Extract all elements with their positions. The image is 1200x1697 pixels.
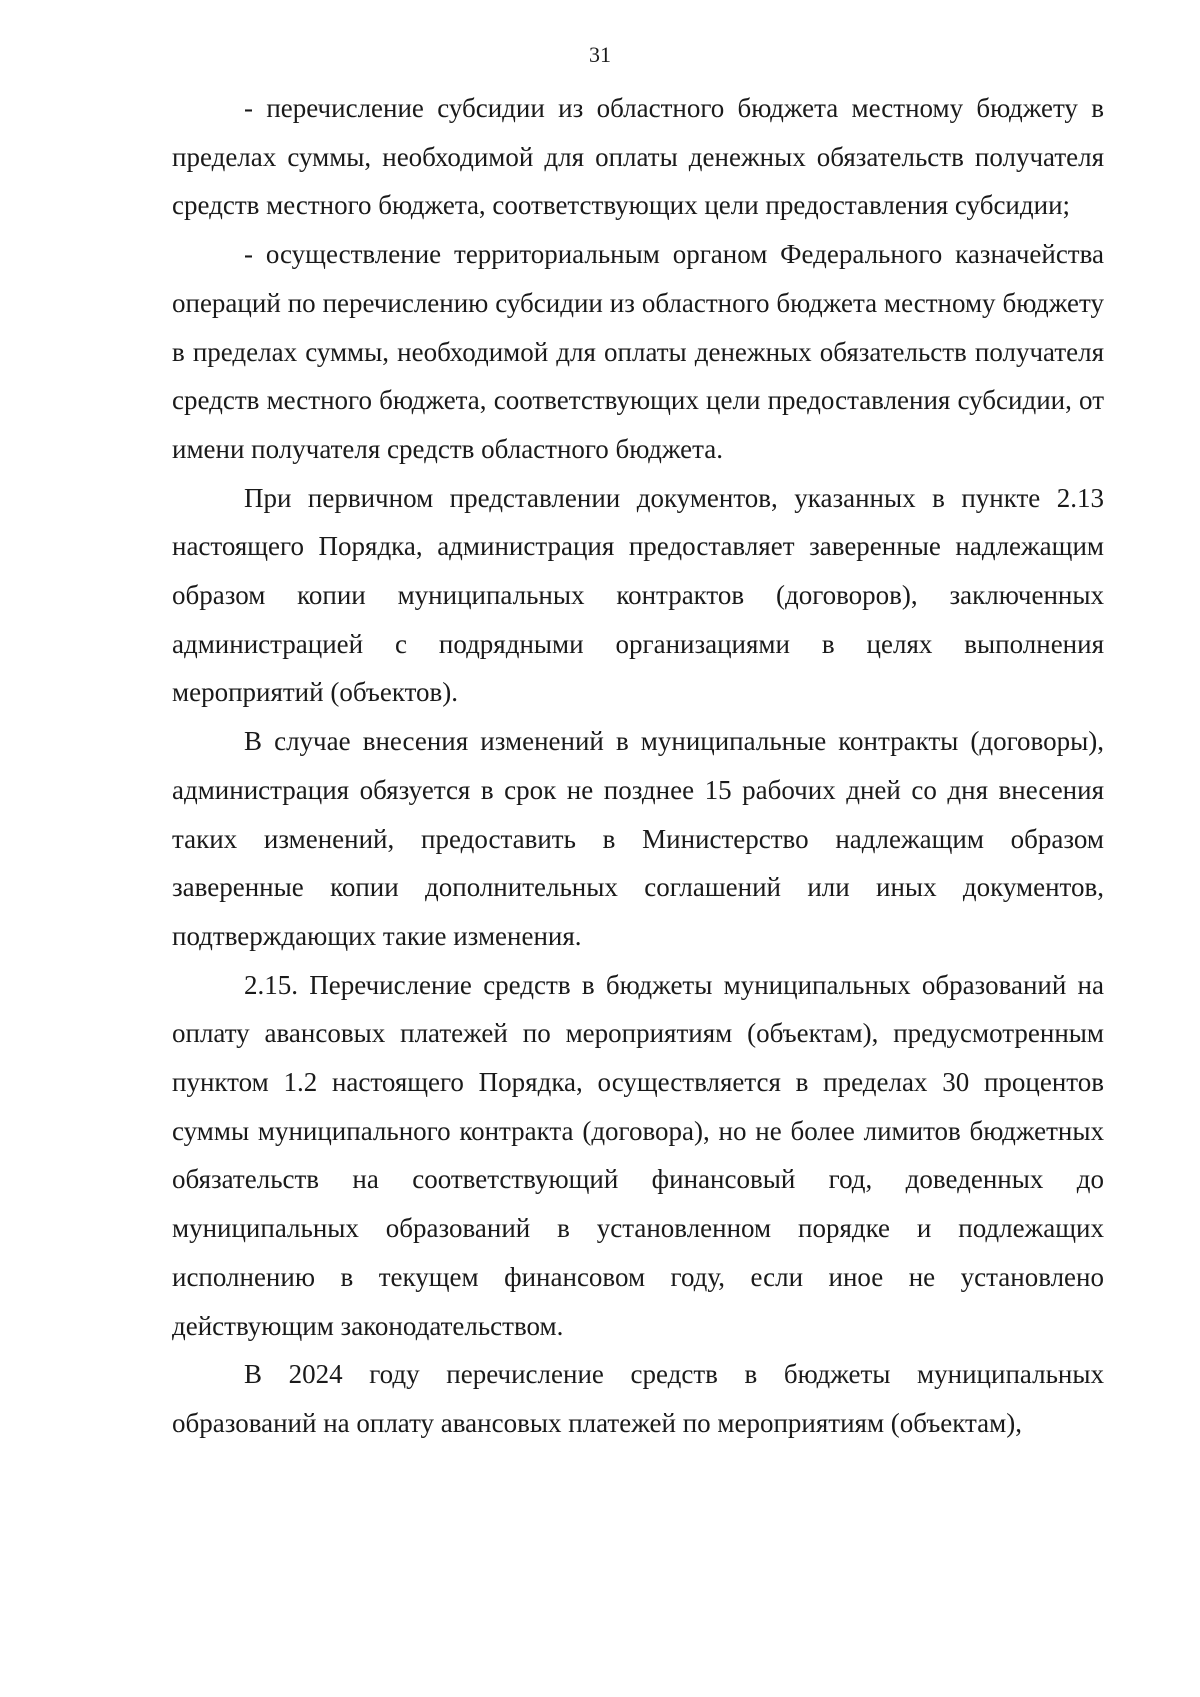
paragraph-section-2-15: 2.15. Перечисление средств в бюджеты муниципальных образований на оплату авансовых платежей по мероприятиям (объектам), предусмотренным пунктом 1.2 настоящего Порядка, осуществляется в пределах 30 процентов суммы муниципального контракта (договора), но не более лимитов бюджетных обязательств на соответствующий финансовый год, доведенных до муниципальных образований в установленном порядке и подлежащих исполнению в текущем финансовом году, если иное не установлено действующим законодательством. xyxy=(172,969,1104,1341)
paragraph-year-2024: В 2024 году перечисление средств в бюджеты муниципальных образований на оплату авансовых платежей по мероприятиям (объектам), xyxy=(172,1359,1104,1438)
paragraph-subsidy-transfer: - перечисление субсидии из областного бюджета местному бюджету в пределах суммы, необходимой для оплаты денежных обязательств получателя средств местного бюджета, соответствующих цели предоставления субсидии; xyxy=(172,93,1104,221)
paragraph-initial-documents: При первичном представлении документов, указанных в пункте 2.13 настоящего Порядка, администрация предоставляет заверенные надлежащим образом копии муниципальных контрактов (договоров), заключенных администрацией с подрядными организациями в целях выполнения мероприятий (объектов). xyxy=(172,482,1104,708)
document-body xyxy=(172,84,1104,1448)
paragraph-contract-changes: В случае внесения изменений в муниципальные контракты (договоры), администрация обязуется в срок не позднее 15 рабочих дней со дня внесения таких изменений, предоставить в Министерство надлежащим образом заверенные копии дополнительных соглашений или иных документов, подтверждающих такие изменения. xyxy=(172,726,1104,951)
paragraph-treasury-operations: - осуществление территориальным органом Федерального казначейства операций по перечислению субсидии из областного бюджета местному бюджету в пределах суммы, необходимой для оплаты денежных обязательств получателя средств местного бюджета, соответствующих цели предоставления субсидии, от имени получателя средств областного бюджета. xyxy=(172,239,1104,464)
page-number: 31 xyxy=(589,42,611,67)
